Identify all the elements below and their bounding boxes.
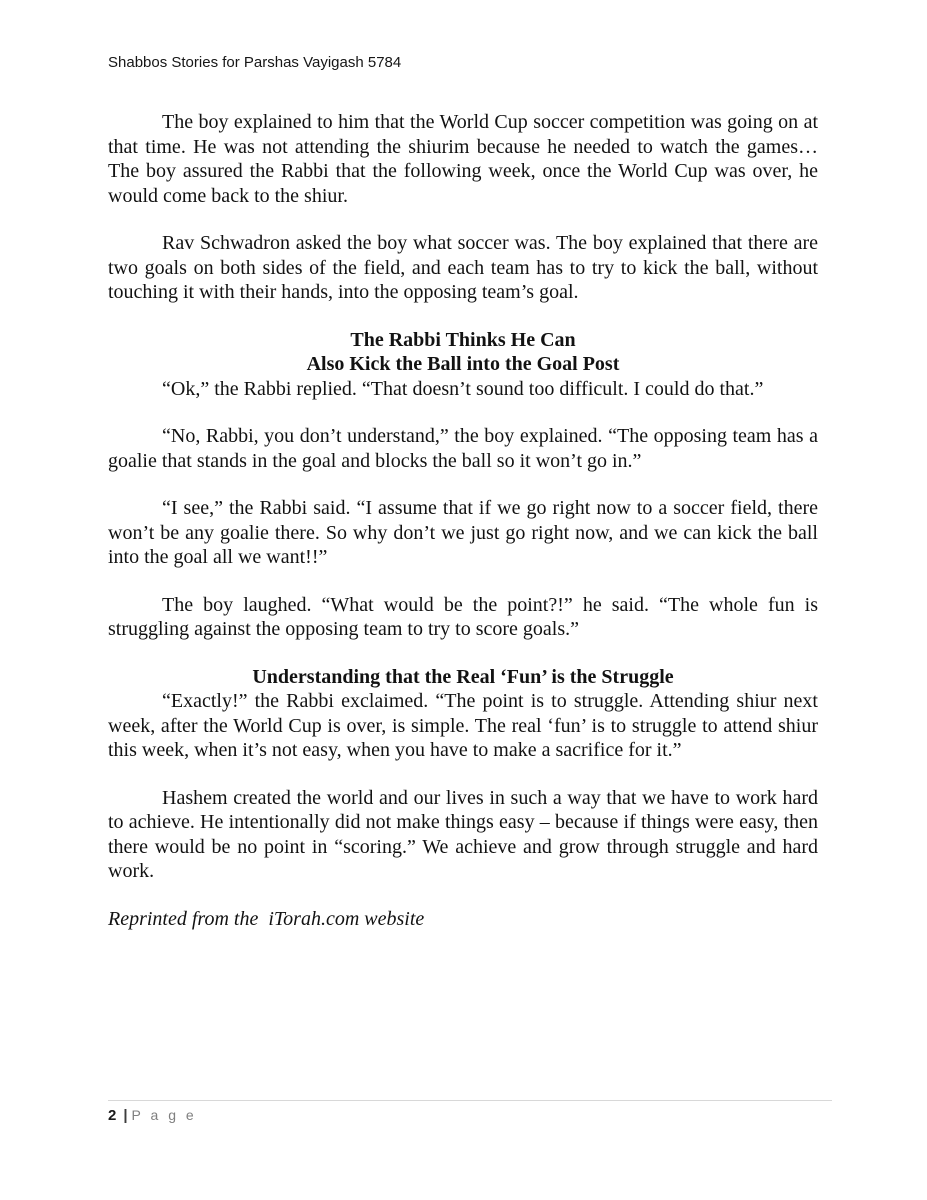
paragraph: “I see,” the Rabbi said. “I assume that if we go right now to a soccer field, there won’t be any goalie there. So why don’t we just go right now, and we can kick the ball into the goal all we want!!”: [108, 497, 818, 568]
document-header: [108, 53, 819, 73]
paragraph: The boy laughed. “What would be the point?!” he said. “The whole fun is struggling against the opposing team to try to score goals.”: [108, 593, 818, 640]
header-title: Shabbos Stories for Parshas Vayigash 5784: [108, 54, 402, 71]
document-body: [108, 110, 818, 931]
footer-separator: |: [123, 1107, 128, 1124]
paragraph: Rav Schwadron asked the boy what soccer was. The boy explained that there are two goals on both sides of the field, and each team has to try to kick the ball, without touching it with their hands, into the opposing team’s goal.: [108, 232, 818, 303]
paragraph: “Ok,” the Rabbi replied. “That doesn’t sound too difficult. I could do that.”: [162, 377, 764, 400]
section-heading: Also Kick the Ball into the Goal Post: [306, 353, 620, 375]
page-number: 2: [108, 1107, 117, 1124]
document-footer: [108, 1100, 832, 1125]
section-heading: Understanding that the Real ‘Fun’ is the Struggle: [252, 665, 674, 688]
page-label: P a g e: [131, 1107, 197, 1123]
section-heading: The Rabbi Thinks He Can: [350, 328, 576, 351]
paragraph: “Exactly!” the Rabbi exclaimed. “The point is to struggle. Attending shiur next week, after the World Cup is over, is simple. The real ‘fun’ is to struggle to attend shiur this week, when it’s not easy, when you have to make a sacrifice for it.”: [108, 690, 818, 761]
paragraph: Hashem created the world and our lives in such a way that we have to work hard to achieve. He intentionally did not make things easy – because if things were easy, then there would be no point in “scoring.” We achieve and grow through struggle and hard work.: [108, 786, 818, 882]
paragraph: The boy explained to him that the World Cup soccer competition was going on at that time. He was not attending the shiurim because he needed to watch the games… The boy assured the Rabbi that the following week, once the World Cup was over, he would come back to the shiur.: [108, 111, 818, 207]
paragraph: “No, Rabbi, you don’t understand,” the boy explained. “The opposing team has a goalie that stands in the goal and blocks the ball so it won’t go in.”: [108, 425, 818, 472]
attribution-line: Reprinted from the iTorah.com website: [108, 907, 425, 930]
